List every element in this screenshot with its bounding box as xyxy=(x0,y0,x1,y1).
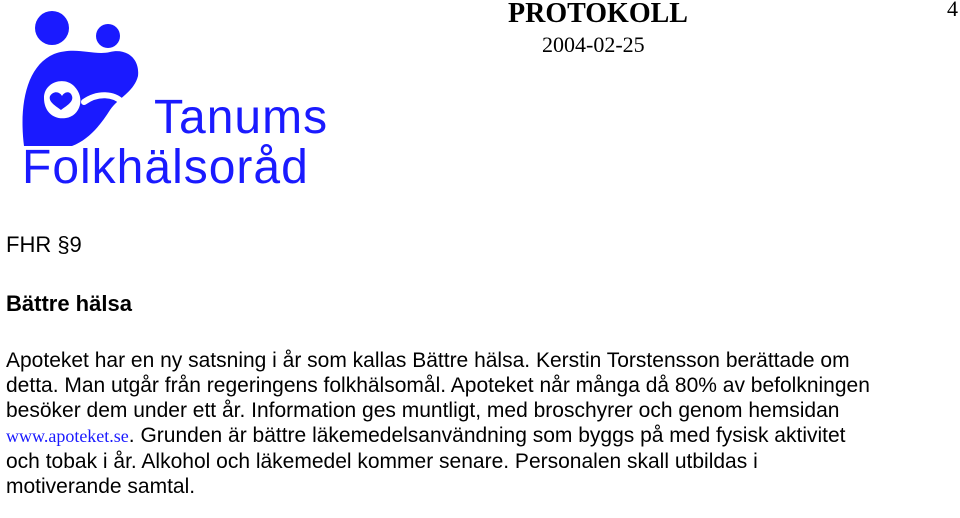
section-code: FHR §9 xyxy=(6,232,82,257)
logo-text-tanums: Tanums xyxy=(154,91,329,144)
body-line: motiverande samtal. xyxy=(6,475,196,498)
body-paragraph xyxy=(6,348,956,499)
body-line-text: . Grunden är bättre läkemedelsanvändning som byggs på med fysisk aktivitet xyxy=(128,424,846,447)
document-date: 2004-02-25 xyxy=(542,32,645,57)
body-line: besöker dem under ett år. Information ges muntligt, med broschyrer och genom hemsidan xyxy=(6,399,840,422)
apoteket-link[interactable]: www.apoteket.se xyxy=(6,426,129,446)
body-line: och tobak i år. Alkohol och läkemedel kommer senare. Personalen skall utbildas i xyxy=(6,450,758,473)
body-line xyxy=(6,423,956,449)
logo-text-folkhalsorad: Folkhälsoråd xyxy=(22,141,309,194)
logo xyxy=(14,6,329,194)
family-figure-icon xyxy=(14,6,154,156)
body-line: Apoteket har en ny satsning i år som kallas Bättre hälsa. Kerstin Torstensson berättade om xyxy=(6,349,850,372)
section-heading: Bättre hälsa xyxy=(6,291,132,316)
page-number: 4 xyxy=(947,0,958,21)
body-line: detta. Man utgår från regeringens folkhälsomål. Apoteket når många då 80% av befolkningen xyxy=(6,374,870,397)
document-title: PROTOKOLL xyxy=(508,0,688,29)
